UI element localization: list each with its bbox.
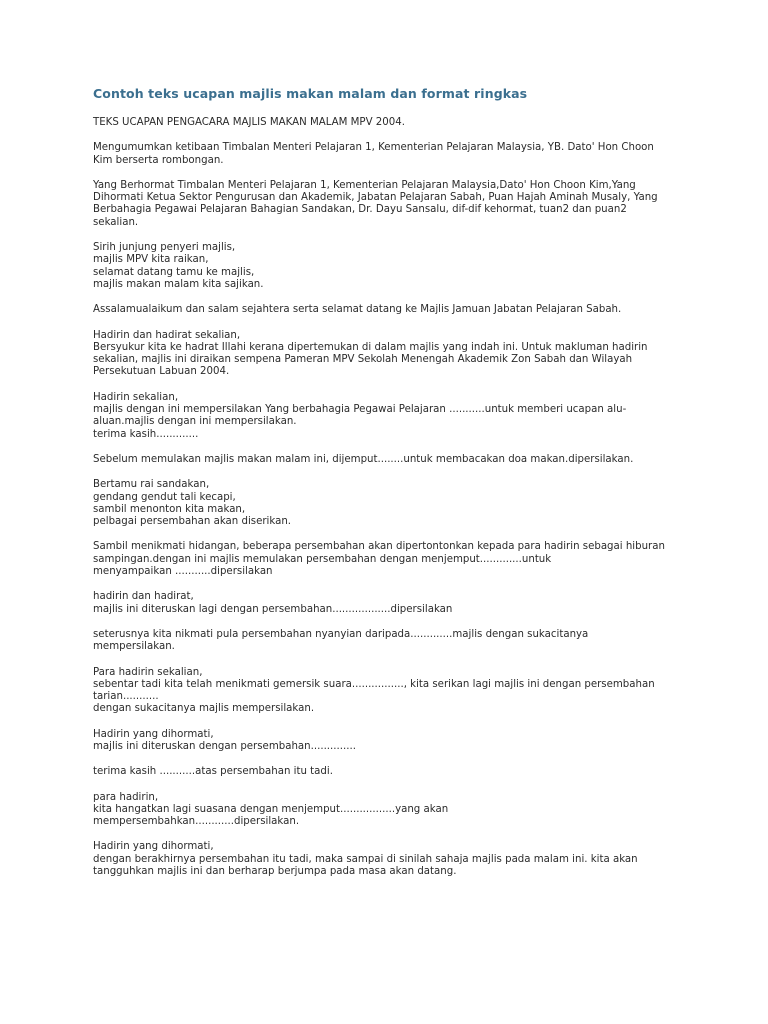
- paragraph: terima kasih ...........atas persembahan itu tadi.: [93, 766, 333, 778]
- document-body: [93, 117, 693, 878]
- paragraph: TEKS UCAPAN PENGACARA MAJLIS MAKAN MALAM MPV 2004.: [93, 117, 405, 128]
- paragraph: seterusnya kita nikmati pula persembahan nyanyian daripada.............majlis dengan sukacitanya mempersilakan.: [93, 628, 589, 653]
- paragraph: Bertamu rai sandakan, gendang gendut tali kecapi, sambil menonton kita makan, pelbagai persembahan akan diserikan.: [93, 479, 292, 528]
- document-title: Contoh teks ucapan majlis makan malam dan format ringkas: [93, 86, 528, 101]
- paragraph: hadirin dan hadirat, majlis ini diteruskan lagi dengan persembahan..................dipersilakan: [93, 591, 453, 615]
- paragraph: para hadirin, kita hangatkan lagi suasana dengan menjemput.................yang akan mempersembahkan............dipersilakan.: [93, 791, 449, 828]
- paragraph: Para hadirin sekalian, sebentar tadi kita telah menikmati gemersik suara................, kita serikan lagi majlis ini dengan persembahan tarian........... dengan sukacitanya majlis mempersilakan.: [93, 666, 655, 715]
- paragraph: Assalamualaikum dan salam sejahtera serta selamat datang ke Majlis Jamuan Jabatan Pelajaran Sabah.: [93, 304, 622, 316]
- paragraph: Hadirin yang dihormati, dengan berakhirnya persembahan itu tadi, maka sampai di sinilah sahaja majlis pada malam ini. kita akan tangguhkan majlis ini dan berharap berjumpa pada masa akan datang.: [93, 841, 638, 878]
- paragraph: Mengumumkan ketibaan Timbalan Menteri Pelajaran 1, Kementerian Pelajaran Malaysia, YB. Dato' Hon Choon Kim berserta rombongan.: [93, 142, 654, 166]
- paragraph: Sebelum memulakan majlis makan malam ini, dijemput........untuk membacakan doa makan.dipersilakan.: [93, 453, 634, 465]
- paragraph: Sambil menikmati hidangan, beberapa persembahan akan dipertontonkan kepada para hadirin sebagai hiburan sampingan.dengan ini majlis memulakan persembahan dengan menjemput.............untuk menyampaikan ...........dipersilakan: [93, 541, 665, 578]
- paragraph: Hadirin sekalian, majlis dengan ini mempersilakan Yang berbahagia Pegawai Pelajaran ...........untuk memberi ucapan alu- aluan.majlis dengan ini mempersilakan. terima kasih.............: [93, 391, 627, 440]
- document-page: [93, 86, 693, 891]
- paragraph: Hadirin dan hadirat sekalian, Bersyukur kita ke hadrat Illahi kerana dipertemukan di dalam majlis yang indah ini. Untuk makluman hadirin sekalian, majlis ini diraikan sempena Pameran MPV Sekolah Menengah Akademik Zon Sabah dan Wilayah Persekutuan Labuan 2004.: [93, 329, 648, 378]
- paragraph: Sirih junjung penyeri majlis, majlis MPV kita raikan, selamat datang tamu ke majlis, majlis makan malam kita sajikan.: [93, 242, 264, 290]
- paragraph: Hadirin yang dihormati, majlis ini diteruskan dengan persembahan..............: [93, 728, 356, 752]
- paragraph: Yang Berhormat Timbalan Menteri Pelajaran 1, Kementerian Pelajaran Malaysia,Dato' Hon Choon Kim,Yang Dihormati Ketua Sektor Pengurusan dan Akademik, Jabatan Pelajaran Sabah, Puan Hajah Aminah Musaly, Yang Berbahagia Pegawai Pelajaran Bahagian Sandakan, Dr. Dayu Sansalu, dif-dif kehormat, tuan2 dan puan2 sekalian.: [93, 179, 658, 228]
